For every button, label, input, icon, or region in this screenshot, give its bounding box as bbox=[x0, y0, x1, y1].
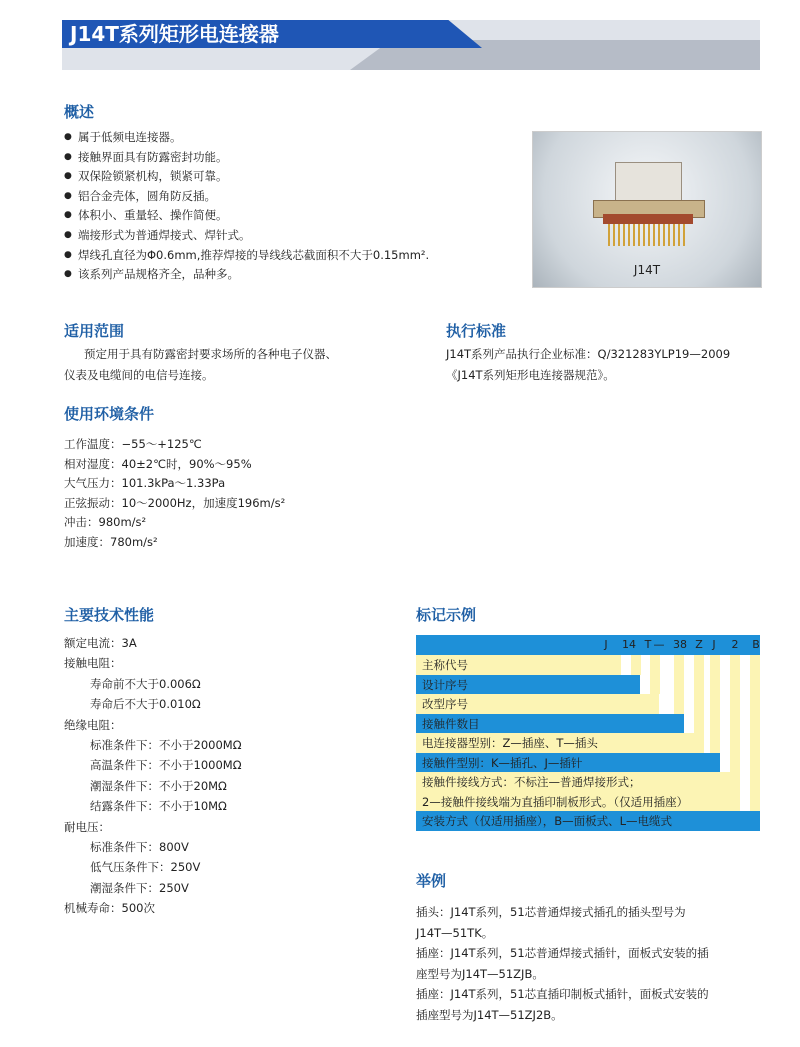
performance-line: 高温条件下：不小于1000MΩ bbox=[90, 758, 242, 773]
marking-row: 主称代号 bbox=[416, 655, 621, 675]
performance-line: 耐电压： bbox=[64, 819, 110, 834]
connector-seal bbox=[603, 214, 693, 224]
example-line: 座型号为J14T—51ZJB。 bbox=[416, 966, 544, 981]
marking-connector bbox=[730, 655, 740, 772]
scope-heading: 适用范围 bbox=[64, 322, 125, 340]
overview-item: ● 体积小、重量轻、操作简便。 bbox=[64, 206, 429, 226]
example-line: 插头：J14T系列，51芯普通焊接式插孔的插头型号为 bbox=[416, 905, 686, 919]
environment-line: 大气压力：101.3kPa～1.33Pa bbox=[64, 476, 226, 491]
overview-item: ● 铝合金壳体，圆角防反插。 bbox=[64, 187, 429, 207]
environment-line: 正弦振动：10～2000Hz，加速度196m/s² bbox=[64, 495, 286, 510]
example-line: J14T—51TK。 bbox=[416, 925, 494, 940]
overview-item: ● 双保险锁紧机构，锁紧可靠。 bbox=[64, 167, 429, 187]
environment-line: 工作温度：−55～+125℃ bbox=[64, 437, 202, 451]
page-title: J14T系列矩形电连接器 bbox=[70, 22, 279, 46]
marking-connector bbox=[650, 655, 660, 694]
overview-item: ● 端接形式为普通焊接式、焊针式。 bbox=[64, 226, 429, 246]
marking-code-char: J bbox=[604, 638, 608, 651]
performance-line: 机械寿命：500次 bbox=[64, 901, 155, 916]
example-line: 插座型号为J14T—51ZJ2B。 bbox=[416, 1007, 563, 1022]
marking-row: 改型序号 bbox=[416, 694, 659, 714]
marking-code-char: 14 bbox=[622, 638, 636, 651]
example-line: 插座：J14T系列，51芯直插印制板式插针，面板式安装的 bbox=[416, 987, 709, 1001]
marking-row: 2—接触件接线端为直插印制板形式。（仅适用插座） bbox=[416, 792, 740, 812]
scope-line: 预定用于具有防露密封要求场所的各种电子仪器、 bbox=[84, 347, 337, 361]
performance-heading: 主要技术性能 bbox=[64, 606, 155, 624]
environment-line: 加速度：780m/s² bbox=[64, 534, 158, 549]
environment-list bbox=[64, 435, 285, 553]
product-photo-caption: J14T bbox=[633, 263, 661, 277]
marking-connector bbox=[631, 655, 641, 675]
standard-line: J14T系列产品执行企业标准：Q/321283YLP19—2009 bbox=[446, 347, 731, 361]
performance-line: 标准条件下：不小于2000MΩ bbox=[90, 738, 242, 753]
overview-item: ● 属于低频电连接器。 bbox=[64, 128, 429, 148]
scope-line: 仪表及电缆间的电信号连接。 bbox=[64, 368, 214, 382]
marking-code-char: — bbox=[653, 638, 665, 651]
overview-heading: 概述 bbox=[64, 103, 95, 121]
marking-code-char: 38 bbox=[673, 638, 687, 651]
marking-connector bbox=[694, 655, 704, 733]
performance-line: 接触电阻： bbox=[64, 656, 122, 671]
overview-list bbox=[64, 128, 429, 285]
performance-line: 结露条件下：不小于10MΩ bbox=[90, 799, 227, 814]
marking-row: 接触件数目 bbox=[416, 714, 684, 734]
marking-row: 设计序号 bbox=[416, 675, 640, 695]
marking-code-char: B bbox=[752, 638, 760, 651]
marking-code-char: Z bbox=[695, 638, 703, 651]
performance-line: 寿命前不大于0.006Ω bbox=[90, 676, 201, 691]
standard-heading: 执行标准 bbox=[446, 322, 507, 340]
performance-line: 潮湿条件下：不小于20MΩ bbox=[90, 778, 227, 793]
standard-line: 《J14T系列矩形电连接器规范》。 bbox=[446, 368, 615, 382]
marking-connector bbox=[750, 655, 760, 811]
marking-connector bbox=[710, 655, 720, 753]
marking-row: 接触件型别：K—插孔、J—插针 bbox=[416, 753, 720, 773]
overview-item: ● 焊线孔直径为Φ0.6mm,推荐焊接的导线线芯截面积不大于0.15mm². bbox=[64, 246, 429, 266]
performance-list bbox=[64, 633, 241, 919]
marking-heading: 标记示例 bbox=[416, 606, 477, 624]
product-photo bbox=[532, 131, 762, 288]
environment-line: 冲击：980m/s² bbox=[64, 515, 147, 530]
marking-row: 电连接器型别：Z—插座、T—插头 bbox=[416, 733, 704, 753]
performance-line: 绝缘电阻： bbox=[64, 717, 122, 732]
marking-connector bbox=[674, 655, 684, 714]
connector-body bbox=[615, 162, 682, 204]
overview-item: ● 该系列产品规格齐全，品种多。 bbox=[64, 265, 429, 285]
examples-heading: 举例 bbox=[416, 872, 447, 890]
performance-line: 额定电流：3A bbox=[64, 636, 137, 650]
example-line: 插座：J14T系列，51芯普通焊接式插针，面板式安装的插 bbox=[416, 946, 709, 960]
environment-line: 相对湿度：40±2℃时，90%～95% bbox=[64, 456, 252, 471]
performance-line: 寿命后不大于0.010Ω bbox=[90, 697, 201, 712]
performance-line: 潮湿条件下：250V bbox=[90, 880, 189, 895]
examples-list bbox=[416, 902, 709, 1025]
performance-line: 标准条件下：800V bbox=[90, 840, 189, 855]
marking-row: 接触件接线方式：不标注—普通焊接形式； bbox=[416, 772, 740, 792]
marking-code-char: J bbox=[712, 638, 716, 651]
performance-line: 低气压条件下：250V bbox=[90, 860, 201, 875]
marking-code-char: 2 bbox=[731, 638, 739, 651]
marking-code-char: T bbox=[644, 638, 652, 651]
connector-pins bbox=[608, 224, 688, 246]
environment-heading: 使用环境条件 bbox=[64, 405, 155, 423]
overview-item: ● 接触界面具有防露密封功能。 bbox=[64, 148, 429, 168]
marking-row: 安装方式（仅适用插座），B—面板式、L—电缆式 bbox=[416, 811, 760, 831]
